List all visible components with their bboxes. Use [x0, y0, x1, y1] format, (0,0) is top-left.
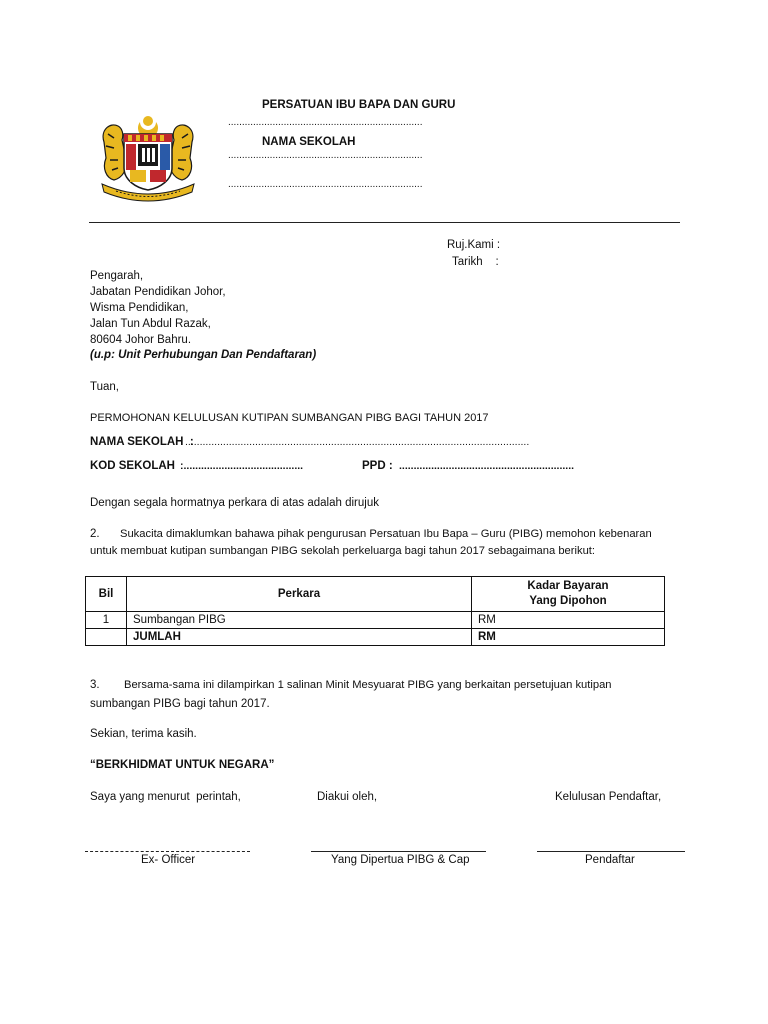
- header-kadar: [472, 577, 665, 612]
- nama-sekolah-label: NAMA SEKOLAH :: [90, 436, 194, 448]
- header-kadar-line-2: Yang Dipohon: [529, 595, 607, 607]
- header-bil: Bil: [86, 577, 127, 612]
- ruj-kami-label: Ruj.Kami :: [447, 239, 501, 251]
- signature-2-line: [311, 851, 486, 852]
- ppd-dots: ............................................................: [399, 460, 575, 472]
- header-perkara: Perkara: [127, 577, 472, 612]
- coat-of-arms-logo: [96, 112, 200, 202]
- address-line-2: Jabatan Pendidikan Johor,: [90, 286, 226, 298]
- table-row: [86, 612, 665, 629]
- address-line-4: Jalan Tun Abdul Razak,: [90, 318, 211, 330]
- salutation: Tuan,: [90, 381, 119, 393]
- row-bil: [86, 629, 127, 646]
- letterhead-dots-3: ......................................................................: [228, 179, 423, 190]
- signature-1-heading: Saya yang menurut perintah,: [90, 791, 241, 803]
- letterhead-divider: [89, 222, 680, 223]
- letterhead-dots-1: ......................................................................: [228, 117, 423, 128]
- signature-2-title: Yang Dipertua PIBG & Cap: [331, 854, 470, 866]
- signature-2-heading: Diakui oleh,: [317, 791, 378, 803]
- paragraph-3-line-2: sumbangan PIBG bagi tahun 2017.: [90, 698, 270, 710]
- row-kadar: RM: [472, 612, 665, 629]
- subject-line: PERMOHONAN KELULUSAN KUTIPAN SUMBANGAN PIBG BAGI TAHUN 2017: [90, 412, 489, 424]
- paragraph-1: Dengan segala hormatnya perkara di atas adalah dirujuk: [90, 497, 379, 509]
- letterhead-title: PERSATUAN IBU BAPA DAN GURU: [262, 99, 456, 111]
- signature-1-line: [85, 851, 250, 852]
- address-line-1: Pengarah,: [90, 270, 144, 282]
- paragraph-3-line-1: Bersama-sama ini dilampirkan 1 salinan Minit Mesyuarat PIBG yang berkaitan persetujuan kutipan: [124, 679, 612, 691]
- paragraph-2-line-1: Sukacita dimaklumkan bahawa pihak pengurusan Persatuan Ibu Bapa – Guru (PIBG) memohon kebenaran: [120, 528, 652, 540]
- ppd-label: PPD :: [362, 460, 396, 472]
- row-bil: 1: [86, 612, 127, 629]
- address-attention: (u.p: Unit Perhubungan Dan Pendaftaran): [90, 349, 317, 361]
- signature-3-line: [537, 851, 685, 852]
- paragraph-2-number: 2.: [90, 528, 100, 540]
- paragraph-2-line-2: untuk membuat kutipan sumbangan PIBG sekolah perkeluarga bagi tahun 2017 sebagaimana berikut:: [90, 545, 596, 557]
- fee-table: [85, 576, 665, 646]
- table-row-total: [86, 629, 665, 646]
- kod-sekolah-label: KOD SEKOLAH: [90, 460, 175, 472]
- address-line-3: Wisma Pendidikan,: [90, 302, 189, 314]
- school-name-heading: NAMA SEKOLAH: [262, 136, 356, 148]
- paragraph-3-number: 3.: [90, 679, 100, 691]
- table-header-row: [86, 577, 665, 612]
- signature-3-title: Pendaftar: [585, 854, 635, 866]
- signature-1-title: Ex- Officer: [141, 854, 196, 866]
- address-line-5: 80604 Johor Bahru.: [90, 334, 192, 346]
- motto: “BERKHIDMAT UNTUK NEGARA”: [90, 759, 275, 771]
- closing: Sekian, terima kasih.: [90, 728, 197, 740]
- tarikh-label: Tarikh :: [452, 256, 499, 268]
- row-perkara: Sumbangan PIBG: [127, 612, 472, 629]
- letterhead-dots-2: ......................................................................: [228, 150, 423, 161]
- row-perkara: JUMLAH: [127, 629, 472, 646]
- kod-sekolah-dots: :.........................................: [180, 460, 304, 472]
- row-kadar: RM: [472, 629, 665, 646]
- signature-3-heading: Kelulusan Pendaftar,: [555, 791, 662, 803]
- header-kadar-line-1: Kadar Bayaran: [527, 580, 609, 592]
- nama-sekolah-dots: ......................................................................................................................: [185, 436, 530, 448]
